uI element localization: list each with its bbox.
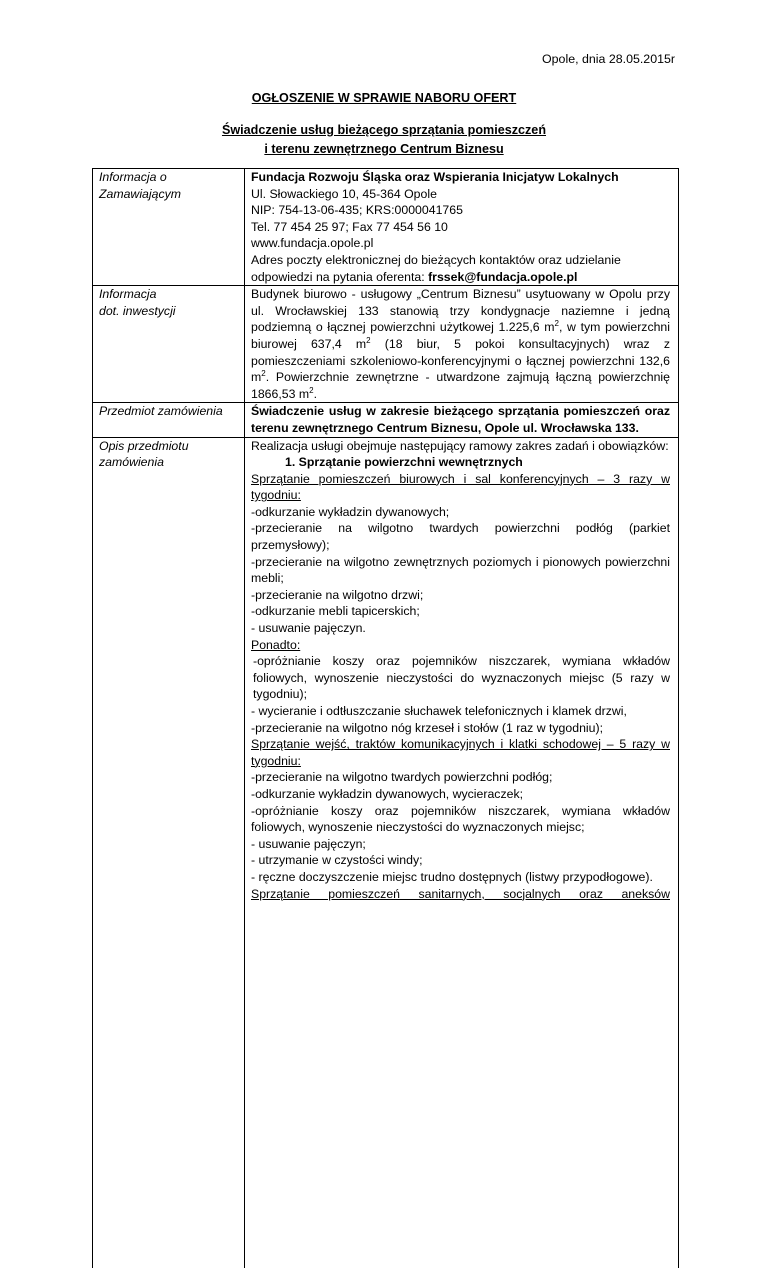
task-item: -przecieranie na wilgotno nóg krzeseł i stołów (1 raz w tygodniu); (251, 720, 603, 735)
document-subtitle (0, 121, 768, 159)
row-inwestycja (93, 286, 679, 403)
task-list (251, 653, 670, 736)
block-heading: Sprzątanie pomieszczeń biurowych i sal konferencyjnych – 3 razy w tygodniu: (251, 471, 670, 503)
task-item: -odkurzanie wykładzin dywanowych, wycieraczek; (251, 786, 524, 801)
org-address: Ul. Słowackiego 10, 45-364 Opole (251, 186, 437, 201)
document-title: OGŁOSZENIE W SPRAWIE NABORU OFERT (251, 91, 517, 105)
subject-text: Świadczenie usług w zakresie bieżącego sprzątania pomieszczeń oraz terenu zewnętrznego Centrum Biznesu, Opole ul. Wrocławska 133. (251, 404, 670, 435)
label-przedmiot: Przedmiot zamówienia (93, 403, 245, 437)
task-item: -odkurzanie mebli tapicerskich; (251, 604, 420, 619)
task-item: -opróżnianie koszy oraz pojemników niszczarek, wymiana wkładów foliowych, wynoszenie nieczystości do wyznaczonych miejsc; (251, 803, 670, 835)
task-list (251, 504, 670, 637)
email-line (251, 269, 670, 286)
superscript: 2 (309, 385, 314, 395)
task-item: - usuwanie pajęczyn; (251, 836, 366, 851)
subtitle-line-1: Świadczenie usług bieżącego sprzątania pomieszczeń (221, 123, 547, 137)
contact-email[interactable]: frssek@fundacja.opole.pl (428, 269, 578, 284)
org-ids: NIP: 754-13-06-435; KRS:0000041765 (251, 203, 463, 218)
label-line: zamówienia (99, 455, 164, 470)
task-item: -przecieranie na wilgotno drzwi; (251, 587, 424, 602)
task-item: -przecieranie na wilgotno zewnętrznych poziomych i pionowych powierzchni mebli; (251, 554, 670, 586)
subtitle-line-2: i terenu zewnętrznego Centrum Biznesu (264, 142, 504, 156)
document-date: Opole, dnia 28.05.2015r (542, 52, 675, 66)
task-item: - ręczne doczyszczenie miejsc trudno dostępnych (listwy przypodłogowe). (251, 869, 653, 884)
value-inwestycja (245, 286, 679, 403)
section-heading: 1. Sprzątanie powierzchni wewnętrznych (285, 455, 523, 470)
label-line: Informacja o (99, 170, 167, 184)
email-intro-line-1: Adres poczty elektronicznej do bieżących kontaktów oraz udzielanie (251, 252, 621, 267)
value-zamawiajacy (245, 169, 679, 286)
row-przedmiot (93, 403, 679, 437)
value-opis (245, 437, 679, 1268)
label-line: Informacja (99, 287, 157, 302)
label-zamawiajacy (93, 169, 245, 286)
investment-description (251, 286, 670, 402)
scope-intro: Realizacja usługi obejmuje następujący ramowy zakres zadań i obowiązków: (251, 438, 669, 453)
label-inwestycja (93, 286, 245, 403)
task-item: -opróżnianie koszy oraz pojemników niszczarek, wymiana wkładów foliowych, wynoszenie nieczystości do wyznaczonych miejsc (5 razy w tygodniu); (253, 654, 670, 702)
label-opis (93, 437, 245, 1268)
label-line: dot. inwestycji (99, 303, 176, 318)
value-przedmiot (245, 403, 679, 437)
task-item: - utrzymanie w czystości windy; (251, 853, 423, 868)
text-part: . (313, 386, 317, 401)
label-line: Opis przedmiotu (99, 438, 189, 453)
superscript: 2 (366, 335, 371, 345)
task-item: - wycieranie i odtłuszczanie słuchawek telefonicznych i klamek drzwi, (251, 704, 627, 718)
superscript: 2 (554, 319, 559, 329)
task-list (251, 769, 670, 885)
org-name: Fundacja Rozwoju Śląska oraz Wspierania Inicjatyw Lokalnych (251, 170, 619, 184)
email-intro-line-2: odpowiedzi na pytania oferenta: (251, 269, 425, 284)
task-item: -przecieranie na wilgotno twardych powierzchni podłóg (parkiet przemysłowy); (251, 521, 670, 553)
text-part: Budynek biurowo - usługowy „Centrum Biznesu” usytuowany w Opolu przy ul. Wrocławskiej 133 stanowią trzy kondygnacje naziemne i jedną podziemną o łącznej powierzchni użytkowej 1.225,6 m (251, 287, 670, 335)
label-line: Zamawiającym (99, 186, 181, 201)
task-item: -przecieranie na wilgotno twardych powierzchni podłóg; (251, 770, 553, 785)
org-phone: Tel. 77 454 25 97; Fax 77 454 56 10 (251, 219, 448, 234)
task-item: - usuwanie pajęczyn. (251, 621, 366, 636)
text-part: . Powierzchnie zewnętrzne - utwardzone zajmują łączną powierzchnię 1866,53 m (251, 370, 670, 401)
row-zamawiajacy (93, 169, 679, 286)
row-opis (93, 437, 679, 1268)
offer-info-table (92, 168, 679, 1268)
block-heading: Sprzątanie wejść, traktów komunikacyjnych i klatki schodowej – 5 razy w tygodniu: (251, 737, 670, 768)
block-heading: Ponadto: (251, 637, 301, 652)
superscript: 2 (261, 369, 266, 379)
org-website[interactable]: www.fundacja.opole.pl (251, 236, 374, 251)
text-part: , w tym powierzchni biurowej 637,4 m (251, 320, 670, 351)
text-part: (18 biur, 5 pokoi konsultacyjnych) wraz z pomieszczeniami szkoleniowo-konferencyjnymi o łącznej powierzchni 132,6 m (251, 336, 670, 385)
task-item: -odkurzanie wykładzin dywanowych; (251, 504, 450, 519)
block-heading: Sprzątanie pomieszczeń sanitarnych, socjalnych oraz aneksów (251, 886, 670, 901)
